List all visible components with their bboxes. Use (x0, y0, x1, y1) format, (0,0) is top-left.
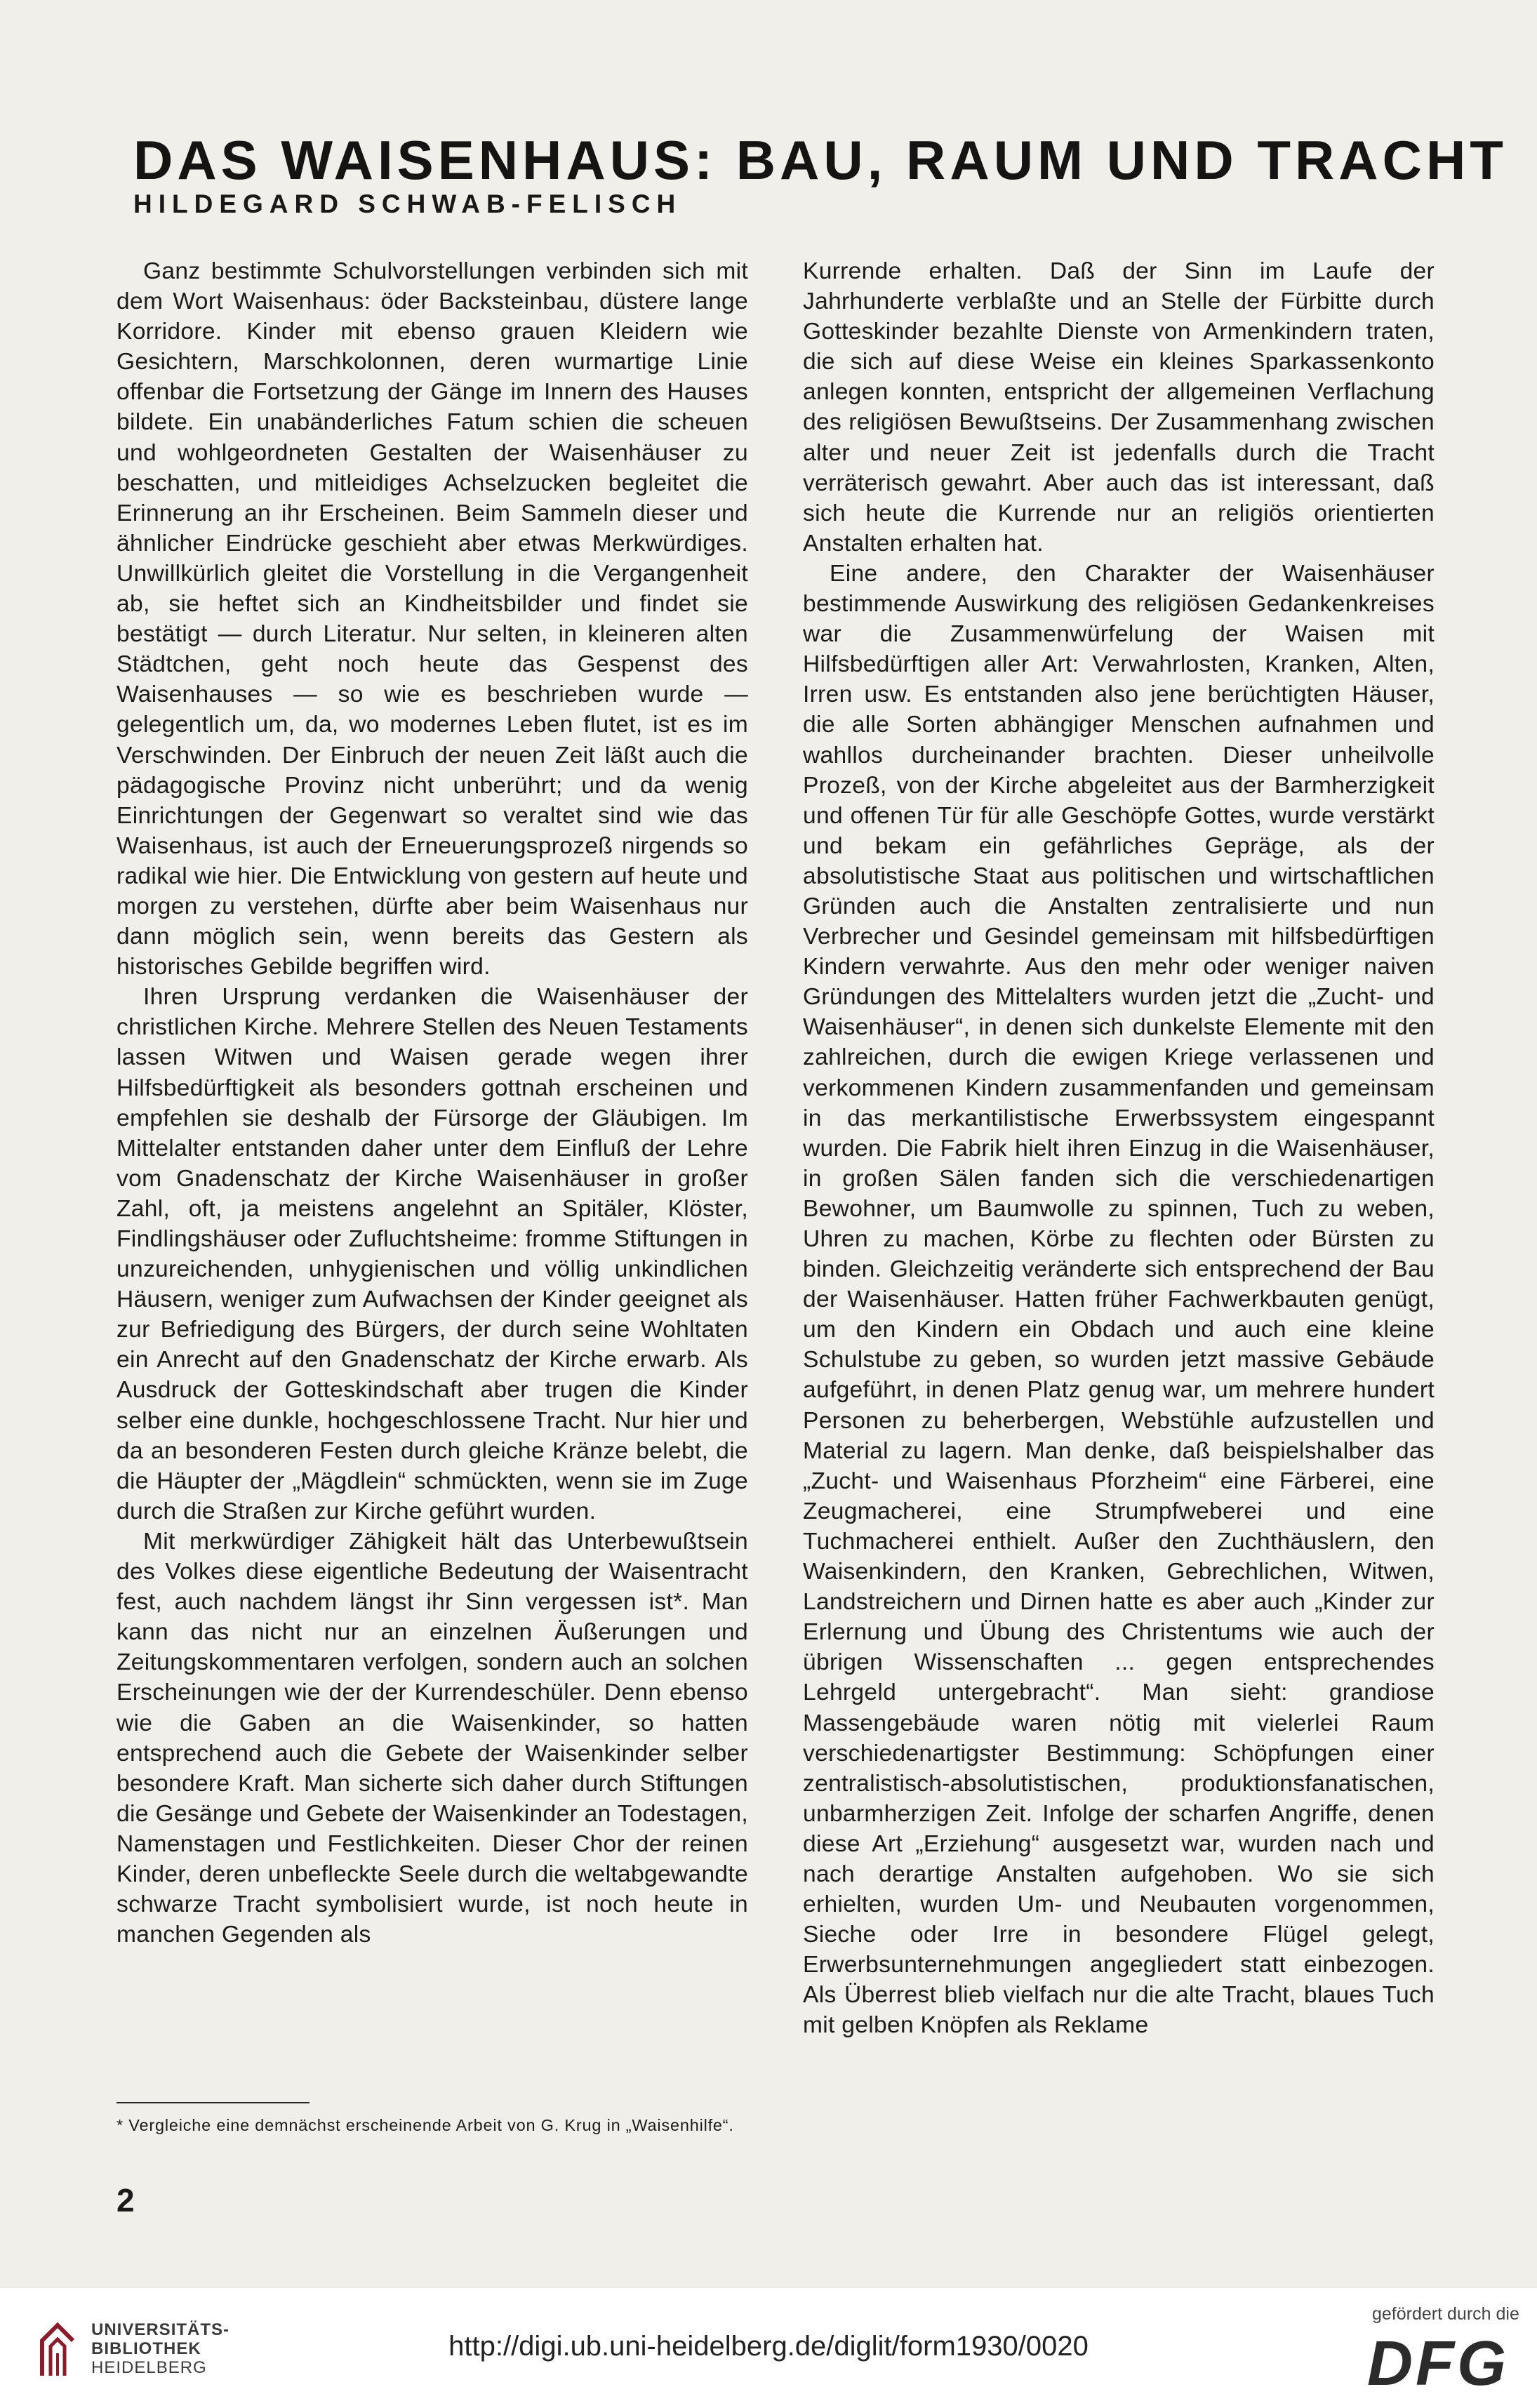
page-number: 2 (117, 2182, 135, 2219)
permalink-url[interactable]: http://digi.ub.uni-heidelberg.de/diglit/form1930/0020 (448, 2331, 1089, 2362)
sponsor-caption: gefördert durch die (1372, 2304, 1519, 2324)
footnote: * Vergleiche eine demnächst erscheinende Arbeit von G. Krug in „Waisenhilfe“. (117, 2116, 734, 2134)
library-name-line: HEIDELBERG (91, 2358, 207, 2377)
paragraph: Ganz bestimmte Schulvorstellungen verbinden sich mit dem Wort Waisenhaus: öder Backsteinbau, düstere lange Korridore. Kinder mit ebenso grauen Kleidern wie Gesichtern, Marschkolonnen, deren wurmartige Linie offenbar die Fortsetzung der Gänge im Innern des Hauses bildete. Ein unabänderliches Fatum schien die scheuen und wohlgeordneten Gestalten der Waisenhäuser zu beschatten, und mitleidiges Achselzucken begleitet die Erinnerung an ihr Erscheinen. Beim Sammeln dieser und ähnlicher Eindrücke geschieht aber etwas Merkwürdiges. Unwillkürlich gleitet die Vorstellung in die Vergangenheit ab, sie heftet sich an Kindheitsbilder und findet sie bestätigt — durch Literatur. Nur selten, in kleineren alten Städtchen, geht noch heute das Gespenst des Waisenhauses — so wie es beschrieben wurde — gelegentlich um, da, wo modernes Leben flutet, ist es im Verschwinden. Der Einbruch der neuen Zeit läßt auch die pädagogische Provinz nicht unberührt; und da wenig Einrichtungen der Gegenwart so veraltet sind wie das Waisenhaus, ist auch der Erneuerungsprozeß nirgends so radikal wie hier. Die Entwicklung von gestern auf heute und morgen zu verstehen, dürfte aber beim Waisenhaus nur dann möglich sein, wenn bereits das Gestern als historisches Gebilde begriffen wird. (117, 258, 748, 980)
library-name-line: UNIVERSITÄTS- (91, 2320, 230, 2339)
dfg-logo: DFG (1367, 2329, 1509, 2399)
library-name (91, 2320, 229, 2377)
footnote-divider (117, 2102, 310, 2103)
article-title: DAS WAISENHAUS: BAU, RAUM UND TRACHT (133, 129, 1508, 191)
library-logo-icon (36, 2320, 79, 2381)
article-author: HILDEGARD SCHWAB-FELISCH (133, 189, 682, 218)
paragraph: Kurrende erhalten. Daß der Sinn im Laufe der Jahrhunderte verblaßte und an Stelle der Fürbitte durch Gotteskinder bezahlte Dienste von Armenkindern traten, die sich auf diese Weise ein kleines Sparkassenkonto anlegen konnten, entspricht der allgemeinen Verflachung des religiösen Bewußtseins. Der Zusammenhang zwischen alter und neuer Zeit ist jedenfalls durch die Tracht verräterisch gewahrt. Aber auch das ist interessant, daß sich heute die Kurrende nur an religiös orientierten Anstalten erhalten hat. (803, 258, 1435, 557)
paragraph: Eine andere, den Charakter der Waisenhäuser bestimmende Auswirkung des religiösen Gedankenkreises war die Zusammenwürfelung der Waisen mit Hilfsbedürftigen aller Art: Verwahrlosten, Kranken, Alten, Irren usw. Es entstanden also jene berüchtigten Häuser, die alle Sorten abhängiger Menschen aufnahmen und wahllos durcheinander brachten. Dieser unheilvolle Prozeß, von der Kirche abgeleitet aus der Barmherzigkeit und offenen Tür für alle Geschöpfe Gottes, wurde verstärkt und bekam ein gefährliches Gepräge, als der absolutistische Staat aus politischen und wirtschaftlichen Gründen auch die Anstalten zentralisierte und nun Verbrecher und Gesindel gemeinsam mit hilfsbedürftigen Kindern verwahrte. Aus den mehr oder weniger naiven Gründungen des Mittelalters wurden jetzt die „Zucht- und Waisenhäuser“, in denen sich dunkelste Elemente mit den zahlreichen, durch die ewigen Kriege verlassenen und verkommenen Kindern zusammenfanden und gemeinsam in das merkantilistische Erwerbssystem eingespannt wurden. Die Fabrik hielt ihren Einzug in die Waisenhäuser, in großen Sälen fanden sich die verschiedenartigen Bewohner, um Baumwolle zu spinnen, Tuch zu weben, Uhren zu machen, Körbe zu flechten oder Bürsten zu binden. Gleichzeitig veränderte sich entsprechend der Bau der Waisenhäuser. Hatten früher Fachwerkbauten genügt, um den Kindern ein Obdach und auch eine kleine Schulstube zu geben, so wurden jetzt massive Gebäude aufgeführt, in denen Platz genug war, um mehrere hundert Personen zu beherbergen, Webstühle aufzustellen und Material zu lagern. Man denke, daß beispielshalber das „Zucht- und Waisenhaus Pforzheim“ eine Färberei, eine Zeugmacherei, eine Strumpfweberei und eine Tuchmacherei enthielt. Außer den Zuchthäuslern, den Waisenkindern, den Kranken, Gebrechlichen, Witwen, Landstreichern und Dirnen hatte es aber auch „Kinder zur Erlernung und Übung des Christentums wie auch der übrigen Wissenschaften ... gegen entsprechendes Lehrgeld untergebracht“. Man sieht: grandiose Massengebäude waren nötig mit vielerlei Raum verschiedenartigster Bestimmung: Schöpfungen einer zentralistisch-absolutistischen, produktionsfanatischen, unbarmherzigen Zeit. Infolge der scharfen Angriffe, denen diese Art „Erziehung“ ausgesetzt war, wurden nach und nach derartige Anstalten aufgehoben. Wo sie sich erhielten, wurden Um- und Neubauten vorgenommen, Sieche oder Irre in besondere Flügel gelegt, Erwerbsunternehmungen angegliedert statt einbezogen. Als Überrest blieb vielfach nur die alte Tracht, blaues Tuch mit gelben Knöpfen als Reklame (803, 560, 1435, 2039)
paragraph: Ihren Ursprung verdanken die Waisenhäuser der christlichen Kirche. Mehrere Stellen des Neuen Testaments lassen Witwen und Waisen gerade wegen ihrer Hilfsbedürftigkeit als besonders gottnah erscheinen und empfehlen sie deshalb der Fürsorge der Gläubigen. Im Mittelalter entstanden daher unter dem Einfluß der Lehre vom Gnadenschatz der Kirche Waisenhäuser in großer Zahl, oft, ja meistens angelehnt an Spitäler, Klöster, Findlingshäuser oder Zufluchtsheime: fromme Stiftungen in unzureichenden, unhygienischen und völlig unkindlichen Häusern, weniger zum Aufwachsen der Kinder geeignet als zur Befriedigung des Bürgers, der durch seine Wohltaten ein Anrecht auf den Gnadenschatz der Kirche erwarb. Als Ausdruck der Gotteskindschaft aber trugen die Kinder selber eine dunkle, hochgeschlossene Tracht. Nur hier und da an besonderen Festen durch gleiche Kränze belebt, die die Häupter der „Mägdlein“ schmückten, wenn sie im Zuge durch die Straßen zur Kirche geführt wurden. (117, 984, 748, 1524)
text-column-right (803, 256, 1435, 2041)
paragraph: Mit merkwürdiger Zähigkeit hält das Unterbewußtsein des Volkes diese eigentliche Bedeutung der Waisentracht fest, auch nachdem längst ihr Sinn vergessen ist*. Man kann das nicht nur an einzelnen Äußerungen und Zeitungskommentaren verfolgen, sondern auch an solchen Erscheinungen wie der der Kurrendeschüler. Denn ebenso wie die Gaben an die Waisenkinder, so hatten entsprechend auch die Gebete der Waisenkinder selber besondere Kraft. Man sicherte sich daher durch Stiftungen die Gesänge und Gebete der Waisenkinder an Todestagen, Namenstagen und Festlichkeiten. Dieser Chor der reinen Kinder, deren unbefleckte Seele durch die weltabgewandte schwarze Tracht symbolisiert wurde, ist noch heute in manchen Gegenden als (117, 1528, 748, 1948)
library-name-line: BIBLIOTHEK (91, 2339, 201, 2358)
text-column-left (117, 256, 748, 1950)
